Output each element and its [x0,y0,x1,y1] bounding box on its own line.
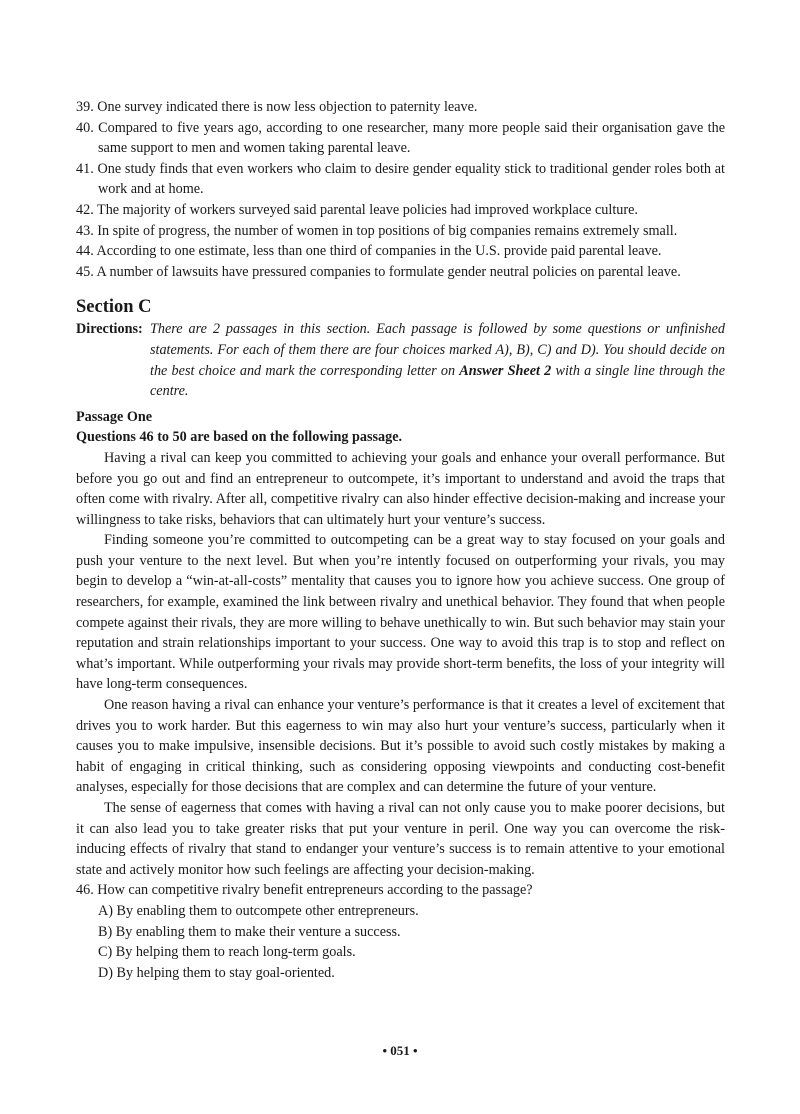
directions-text [150,319,725,401]
statement-39: 39. One survey indicated there is now less objection to paternity leave. [76,99,478,115]
statement-list [76,97,725,282]
question-block [76,880,725,983]
statement-40: 40. Compared to five years ago, according to one researcher, many more people said their organisation gave the same support to men and women taking parental leave. [76,119,725,157]
passage-label: Passage One [76,408,153,425]
option-d: D) By helping them to stay goal-oriented. [98,964,335,981]
passage-paragraph: The sense of eagerness that comes with having a rival can not only cause you to make poorer decisions, but it can also lead you to take greater risks that put your venture in peril. One way you can overcome the risk-inducing effects of rivalry that stand to endanger your venture’s success is to remain attentive to your emotional state and actively monitor how such feelings are affecting your decision-making. [76,800,725,878]
passage-paragraph: Finding someone you’re committed to outcompeting can be a great way to stay focused on your goals and push your venture to the next level. But when you’re intently focused on outperforming your rivals, you may begin to develop a “win-at-all-costs” mentality that causes you to ignore how you achieve success. One group of researchers, for example, examined the link between rivalry and unethical behavior. They found that when people compete against their rivals, they are more willing to behave unethically to win. But such behavior may stain your reputation and strain relationships important to your success. One way to avoid this trap is to stop and reflect on what’s important. While outperforming your rivals may provide short-term benefits, the loss of your integrity will have long-term consequences. [76,532,725,693]
section-title: Section C [76,297,152,318]
passage-paragraph: One reason having a rival can enhance your venture’s performance is that it creates a level of excitement that drives you to work harder. But this eagerness to win may also hurt your venture’s success, particularly when it causes you to make impulsive, insensible decisions. But it’s possible to avoid such costly mistakes by making a habit of engaging in critical thinking, such as considering opposing viewpoints and conducting cost-benefit analyses, especially for those decisions that are complex and can determine the future of your venture. [76,697,725,796]
directions-text-part-1: There are 2 passages in this section. Each passage is followed by some questions or unfinished statements. For each of them there are four choices marked A), B), C) and D). You should decide on the best choice and mark the corresponding letter on [150,321,725,379]
question-46: 46. How can competitive rivalry benefit entrepreneurs according to the passage? [76,882,533,899]
directions-label: Directions: [76,321,143,338]
directions-text-part-2: with a single line through the centre. [150,362,725,400]
directions [76,319,725,401]
passage-body [76,448,725,880]
statement-45: 45. A number of lawsuits have pressured companies to formulate gender neutral policies on parental leave. [76,263,681,280]
option-b: B) By enabling them to make their venture a success. [98,923,401,940]
statement-44: 44. According to one estimate, less than one third of companies in the U.S. provide paid parental leave. [76,243,662,260]
option-a: A) By enabling them to outcompete other entrepreneurs. [98,902,419,919]
passage-paragraph: Having a rival can keep you committed to achieving your goals and enhance your overall performance. But before you go out and find an entrepreneur to outcompete, it’s important to understand and avoid the traps that often come with rivalry. After all, competitive rivalry can also hinder effective decision-making and increase your willingness to take risks, behaviors that can ultimately hurt your venture’s success. [76,449,725,528]
passage-instruction: Questions 46 to 50 are based on the following passage. [76,429,403,446]
statement-43: 43. In spite of progress, the number of women in top positions of big companies remains extremely small. [76,222,678,239]
document-body [76,97,725,983]
option-c: C) By helping them to reach long-term goals. [98,944,356,961]
statement-41: 41. One study finds that even workers who claim to desire gender equality stick to traditional gender roles both at work and at home. [76,160,725,198]
statement-42: 42. The majority of workers surveyed said parental leave policies had improved workplace culture. [76,201,638,218]
answer-sheet-reference: Answer Sheet 2 [459,362,552,379]
page-number: • 051 • [382,1043,418,1058]
